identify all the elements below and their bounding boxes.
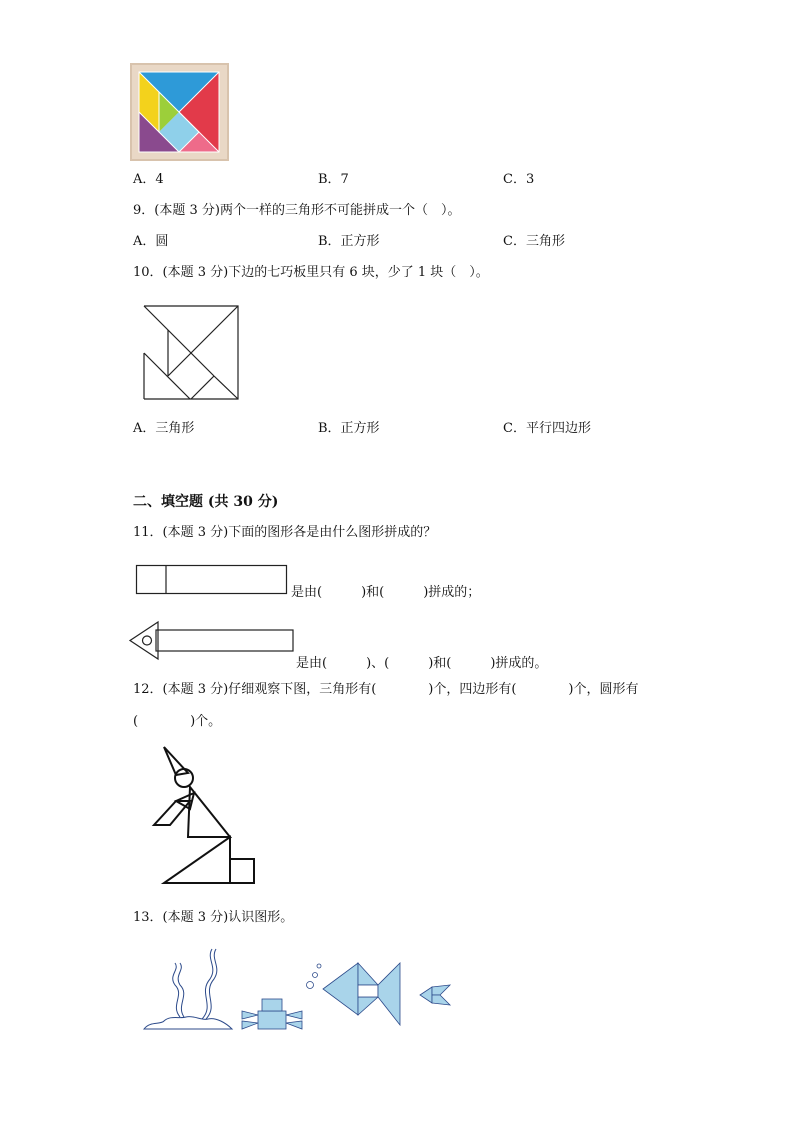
q13-stem: 13．(本题 3 分)认识图形。 (133, 910, 294, 925)
colored-tangram-image (131, 64, 228, 160)
q10-stem: 10．(本题 3 分)下边的七巧板里只有 6 块，少了 1 块（ ）。 (133, 265, 489, 280)
q10-option-b[interactable]: B．正方形 (318, 421, 380, 436)
q12-stem-line1: 12．(本题 3 分)仔细观察下图，三角形有( )个，四边形有( )个，圆形有 (133, 682, 639, 697)
ocean-shapes-image (140, 945, 460, 1037)
section-title: 二、填空题 (共 30 分) (133, 494, 279, 510)
rectangles-figure (136, 565, 288, 595)
q11-line1: 是由( )和( )拼成的； (291, 585, 481, 600)
q9-stem: 9．(本题 3 分)两个一样的三角形不可能拼成一个（ ）。 (133, 203, 461, 218)
q10-option-c[interactable]: C．平行四边形 (503, 421, 591, 436)
incomplete-tangram-diagram (144, 305, 240, 401)
arrow-figure (128, 620, 296, 664)
q9-option-a[interactable]: A．圆 (133, 234, 169, 249)
q11-line2: 是由( )、( )和( )拼成的。 (296, 656, 548, 671)
q8-option-c[interactable]: C．3 (503, 172, 535, 187)
q9-option-b[interactable]: B．正方形 (318, 234, 380, 249)
q11-stem: 11．(本题 3 分)下面的图形各是由什么图形拼成的？ (133, 525, 437, 540)
q8-option-b[interactable]: B．7 (318, 172, 349, 187)
q8-option-a[interactable]: A．4 (133, 172, 164, 187)
shape-figure-person (150, 745, 258, 887)
q10-option-a[interactable]: A．三角形 (133, 421, 195, 436)
q12-stem-line2: ( )个。 (133, 714, 222, 729)
q9-option-c[interactable]: C．三角形 (503, 234, 565, 249)
